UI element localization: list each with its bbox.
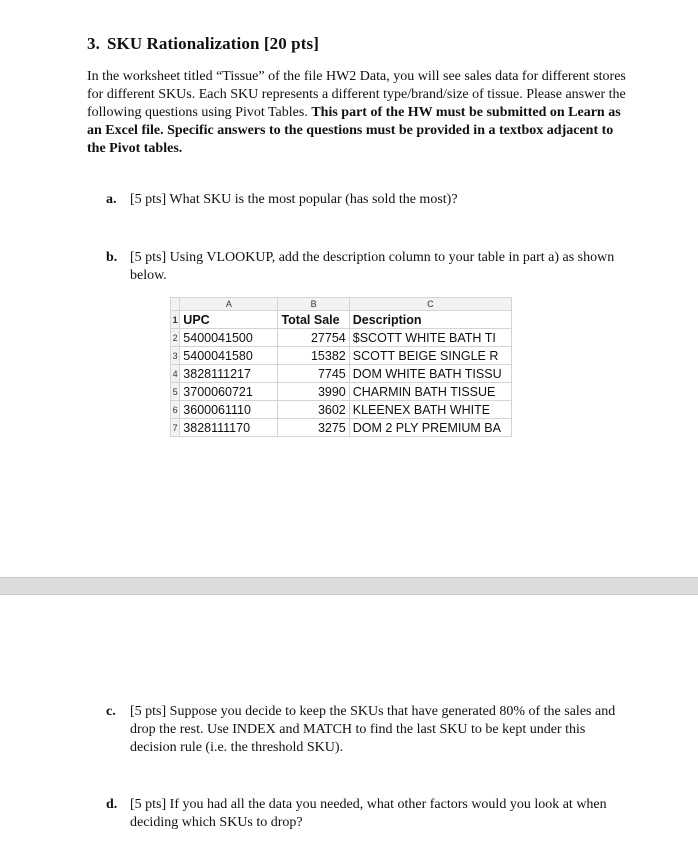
page-break-divider [0, 577, 698, 595]
question-b [106, 249, 620, 285]
row-number: 6 [171, 401, 180, 419]
row-number: 5 [171, 383, 180, 401]
cell-upc: 3828111170 [180, 419, 278, 437]
table-row [171, 419, 512, 437]
cell-description: DOM WHITE BATH TISSU [349, 365, 511, 383]
question-c [106, 703, 620, 757]
header-total-sale: Total Sale [278, 311, 349, 329]
section-number: 3. [87, 34, 100, 53]
cell-description: DOM 2 PLY PREMIUM BA [349, 419, 511, 437]
header-description: Description [349, 311, 511, 329]
question-d-letter: d. [106, 797, 118, 812]
cell-total-sale: 27754 [278, 329, 349, 347]
cell-total-sale: 3602 [278, 401, 349, 419]
intro-paragraph [87, 68, 627, 158]
section-title: SKU Rationalization [20 pts] [106, 34, 319, 53]
question-b-text: [5 pts] Using VLOOKUP, add the description column to your table in part a) as shown below. [130, 250, 615, 283]
spreadsheet-excerpt [170, 297, 512, 437]
cell-description: KLEENEX BATH WHITE [349, 401, 511, 419]
table-row [171, 401, 512, 419]
row-number: 1 [171, 311, 180, 329]
header-upc: UPC [180, 311, 278, 329]
cell-upc: 3700060721 [180, 383, 278, 401]
question-a-letter: a. [106, 192, 117, 207]
sheet-corner [171, 298, 180, 311]
cell-total-sale: 3990 [278, 383, 349, 401]
cell-total-sale: 3275 [278, 419, 349, 437]
row-number: 4 [171, 365, 180, 383]
question-c-text: [5 pts] Suppose you decide to keep the SKUs that have generated 80% of the sales and drop the rest. Use INDEX and MATCH to find the last SKU to be kept under this decision rule (i.e. the threshold SKU). [130, 704, 616, 755]
column-letter-c: C [349, 298, 511, 311]
table-header-row [171, 311, 512, 329]
cell-upc: 5400041500 [180, 329, 278, 347]
question-d [106, 796, 620, 832]
cell-upc: 5400041580 [180, 347, 278, 365]
question-a-text: [5 pts] What SKU is the most popular (has sold the most)? [130, 192, 458, 207]
row-number: 7 [171, 419, 180, 437]
row-number: 2 [171, 329, 180, 347]
column-letter-row [171, 298, 512, 311]
question-b-letter: b. [106, 250, 118, 265]
cell-upc: 3600061110 [180, 401, 278, 419]
column-letter-b: B [278, 298, 349, 311]
question-c-letter: c. [106, 704, 116, 719]
table-row [171, 365, 512, 383]
row-number: 3 [171, 347, 180, 365]
cell-description: CHARMIN BATH TISSUE [349, 383, 511, 401]
intro-bold-text: This part of the HW must be submitted on Learn as an Excel file. Specific answers to the questions must be provided in a textbox adjacent to the Pivot tables. [87, 105, 621, 156]
cell-description: SCOTT BEIGE SINGLE R [349, 347, 511, 365]
question-a [106, 191, 620, 209]
question-d-text: [5 pts] If you had all the data you needed, what other factors would you look at when deciding which SKUs to drop? [130, 797, 607, 830]
cell-description: $SCOTT WHITE BATH TI [349, 329, 511, 347]
table-row [171, 347, 512, 365]
cell-total-sale: 7745 [278, 365, 349, 383]
cell-upc: 3828111217 [180, 365, 278, 383]
table-row [171, 383, 512, 401]
intro-text: In the worksheet titled “Tissue” of the file HW2 Data, you will see sales data for different stores for different SKUs. Each SKU represents a different type/brand/size of tissue. Please answer the following questions using Pivot Tables. [87, 69, 626, 120]
section-heading [87, 34, 319, 54]
cell-total-sale: 15382 [278, 347, 349, 365]
table-row [171, 329, 512, 347]
column-letter-a: A [180, 298, 278, 311]
